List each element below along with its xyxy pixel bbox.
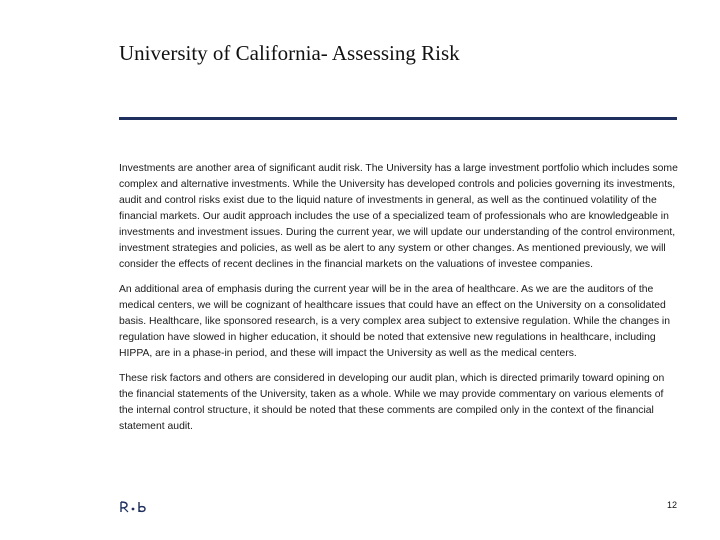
title-divider [119, 117, 677, 120]
paragraph-healthcare: An additional area of emphasis during the current year will be in the area of healthcare. As we are the auditors of the medical centers, we will be cognizant of healthcare issues that could have an effect on the University on a consolidated basis. Healthcare, like sponsored research, is a very complex area subject to extensive regulation. While the changes in regulation have slowed in higher education, it should be noted that extensive new regulations in healthcare, including HIPPA, are in a phase-in period, and these will impact the University as well as the medical centers. [119, 284, 670, 359]
page-number: 12 [666, 500, 677, 510]
slide-body [119, 161, 679, 444]
paragraph-investments: Investments are another area of significant audit risk. The University has a large investment portfolio which includes some complex and alternative investments. While the University has developed controls and policies governing its investments, audit and control risks exist due to the liquid nature of investments in general, as well as the continued volatility of the financial markets. Our audit approach includes the use of a specialized team of professionals who are knowledgeable in investments and investment issues. During the current year, we will update our understanding of the control environment, investment strategies and policies, as well as be alert to any system or other changes. As mentioned previously, we will consider the effects of recent declines in the financial markets on the valuations of investee companies. [119, 163, 678, 270]
firm-logo-icon [119, 500, 149, 514]
slide-title: University of California- Assessing Risk [119, 41, 460, 65]
paragraph-audit-plan: These risk factors and others are considered in developing our audit plan, which is directed primarily toward opining on the financial statements of the University, taken as a whole. While we may provide commentary on various elements of the internal control structure, it should be noted that these comments are compiled only in the context of the financial statement audit. [119, 373, 665, 432]
